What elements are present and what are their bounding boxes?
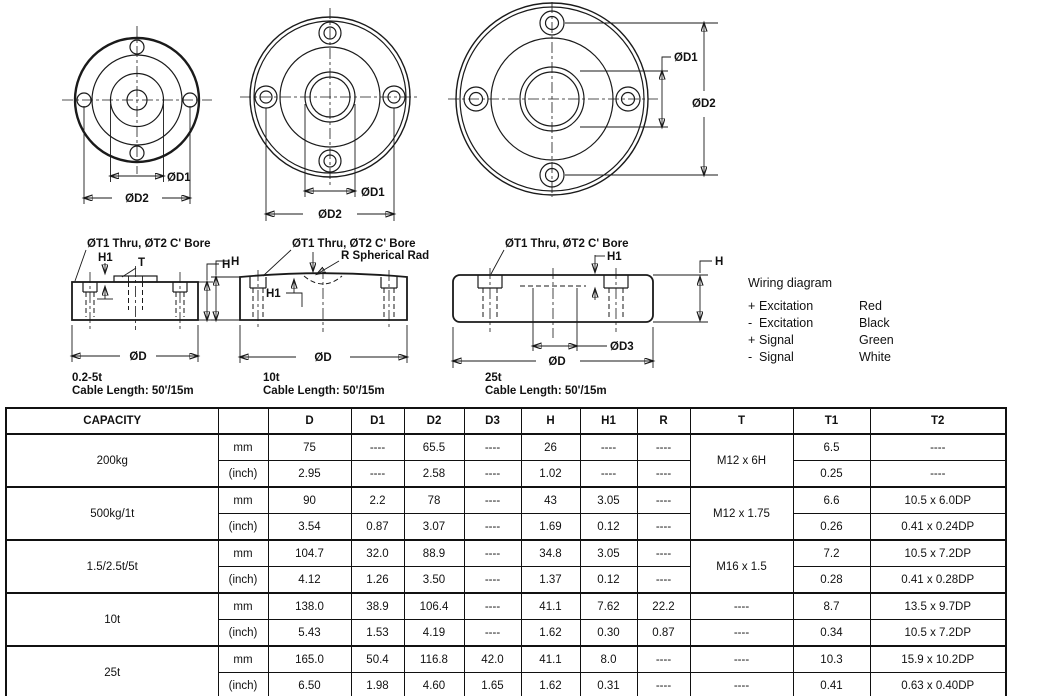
column-header: H: [521, 408, 580, 434]
value-cell: ----: [637, 487, 690, 514]
value-cell: 7.2: [793, 540, 870, 567]
column-header: T2: [870, 408, 1006, 434]
wire-color: Red: [859, 299, 882, 313]
value-cell: 0.12: [580, 567, 637, 594]
value-cell: ----: [690, 673, 793, 696]
value-cell: 1.02: [521, 461, 580, 488]
dim-label-d: ØD: [548, 356, 566, 368]
wire-sign: -: [748, 316, 753, 330]
value-cell: 41.1: [521, 593, 580, 620]
value-cell: ----: [580, 434, 637, 461]
view-caption-cable: Cable Length: 50'/15m: [263, 385, 385, 397]
spherical-note: R Spherical Rad: [341, 250, 430, 262]
unit-cell: (inch): [218, 514, 268, 541]
value-cell: 2.2: [351, 487, 404, 514]
value-cell: 7.62: [580, 593, 637, 620]
value-cell: ----: [637, 540, 690, 567]
view-caption-name: 25t: [485, 372, 502, 384]
capacity-cell: 1.5/2.5t/5t: [6, 540, 218, 593]
column-header: D2: [404, 408, 464, 434]
value-cell: 0.34: [793, 620, 870, 647]
value-cell: 10.5 x 6.0DP: [870, 487, 1006, 514]
wiring-row: [748, 349, 894, 366]
value-cell: ----: [351, 434, 404, 461]
value-cell: ----: [690, 646, 793, 673]
value-cell: M16 x 1.5: [690, 540, 793, 593]
value-cell: 0.41 x 0.24DP: [870, 514, 1006, 541]
dim-label-h1: H1: [607, 251, 622, 263]
dim-label-t: T: [138, 257, 146, 269]
dim-label-h: H: [222, 259, 231, 271]
value-cell: 42.0: [464, 646, 521, 673]
value-cell: 0.63 x 0.40DP: [870, 673, 1006, 696]
view-caption-cable: Cable Length: 50'/15m: [72, 385, 194, 397]
dim-label-d: ØD: [314, 352, 332, 364]
front-view-small: [62, 26, 212, 205]
value-cell: 13.5 x 9.7DP: [870, 593, 1006, 620]
value-cell: ----: [637, 673, 690, 696]
wiring-row: [748, 332, 894, 349]
value-cell: ----: [870, 434, 1006, 461]
wire-color: White: [859, 350, 891, 364]
table-row: [6, 646, 1006, 673]
wiring-row: [748, 315, 894, 332]
view-caption-cable: Cable Length: 50'/15m: [485, 385, 607, 397]
front-view-large: [448, 2, 718, 197]
value-cell: 165.0: [268, 646, 351, 673]
value-cell: 1.53: [351, 620, 404, 647]
value-cell: ----: [870, 461, 1006, 488]
value-cell: 50.4: [351, 646, 404, 673]
dim-label-h1: H1: [266, 288, 281, 300]
dim-label-h: H: [231, 256, 240, 268]
value-cell: 2.58: [404, 461, 464, 488]
dim-label-d2: ØD2: [125, 193, 149, 205]
value-cell: 1.65: [464, 673, 521, 696]
table-header-row: [6, 408, 1006, 434]
value-cell: 38.9: [351, 593, 404, 620]
column-header: [218, 408, 268, 434]
value-cell: M12 x 1.75: [690, 487, 793, 540]
unit-cell: (inch): [218, 620, 268, 647]
value-cell: 0.31: [580, 673, 637, 696]
wiring-title: Wiring diagram: [748, 276, 833, 290]
wire-color: Green: [859, 333, 894, 347]
value-cell: ----: [464, 487, 521, 514]
value-cell: 34.8: [521, 540, 580, 567]
value-cell: ----: [464, 434, 521, 461]
value-cell: 106.4: [404, 593, 464, 620]
bore-note: ØT1 Thru, ØT2 C' Bore: [505, 238, 629, 250]
value-cell: 4.60: [404, 673, 464, 696]
value-cell: 138.0: [268, 593, 351, 620]
table-row: [6, 593, 1006, 620]
value-cell: ----: [637, 461, 690, 488]
value-cell: 88.9: [404, 540, 464, 567]
value-cell: 78: [404, 487, 464, 514]
dim-label-d: ØD: [129, 351, 147, 363]
value-cell: 104.7: [268, 540, 351, 567]
column-header: R: [637, 408, 690, 434]
value-cell: 32.0: [351, 540, 404, 567]
value-cell: 0.28: [793, 567, 870, 594]
value-cell: 0.30: [580, 620, 637, 647]
side-view-10t: [211, 238, 429, 397]
view-caption-name: 10t: [263, 372, 280, 384]
wire-sign: -: [748, 350, 753, 364]
wire-color: Black: [859, 316, 890, 330]
value-cell: 22.2: [637, 593, 690, 620]
value-cell: 6.50: [268, 673, 351, 696]
value-cell: 0.87: [637, 620, 690, 647]
column-header: T1: [793, 408, 870, 434]
value-cell: 3.50: [404, 567, 464, 594]
wire-label: Signal: [759, 333, 794, 347]
dim-label-d1: ØD1: [674, 52, 698, 64]
value-cell: ----: [637, 514, 690, 541]
value-cell: ----: [637, 434, 690, 461]
value-cell: 6.6: [793, 487, 870, 514]
capacity-cell: 25t: [6, 646, 218, 696]
wire-label: Excitation: [759, 299, 814, 313]
value-cell: 0.25: [793, 461, 870, 488]
value-cell: ----: [580, 461, 637, 488]
value-cell: 90: [268, 487, 351, 514]
wire-sign: +: [748, 333, 756, 347]
unit-cell: mm: [218, 487, 268, 514]
side-view-small: [72, 238, 230, 397]
body-outline: [72, 282, 198, 320]
value-cell: ----: [637, 567, 690, 594]
table-row: [6, 487, 1006, 514]
value-cell: ----: [464, 461, 521, 488]
capacity-cell: 500kg/1t: [6, 487, 218, 540]
table-row: [6, 434, 1006, 461]
value-cell: 0.12: [580, 514, 637, 541]
dim-label-d1: ØD1: [167, 172, 191, 184]
value-cell: 75: [268, 434, 351, 461]
value-cell: 3.07: [404, 514, 464, 541]
value-cell: 43: [521, 487, 580, 514]
value-cell: ----: [690, 620, 793, 647]
value-cell: 0.87: [351, 514, 404, 541]
wiring-diagram: [748, 276, 894, 366]
value-cell: 10.5 x 7.2DP: [870, 620, 1006, 647]
value-cell: 1.69: [521, 514, 580, 541]
value-cell: ----: [464, 567, 521, 594]
value-cell: 10.3: [793, 646, 870, 673]
value-cell: 15.9 x 10.2DP: [870, 646, 1006, 673]
value-cell: 116.8: [404, 646, 464, 673]
table-row: [6, 540, 1006, 567]
value-cell: 41.1: [521, 646, 580, 673]
value-cell: 2.95: [268, 461, 351, 488]
value-cell: 65.5: [404, 434, 464, 461]
value-cell: 3.05: [580, 487, 637, 514]
dim-label-h1: H1: [98, 252, 113, 264]
value-cell: 1.62: [521, 673, 580, 696]
wire-sign: +: [748, 299, 756, 313]
value-cell: 10.5 x 7.2DP: [870, 540, 1006, 567]
front-view-medium: [240, 8, 420, 221]
dim-label-d2: ØD2: [318, 209, 342, 221]
view-caption-name: 0.2-5t: [72, 372, 103, 384]
capacity-cell: 10t: [6, 593, 218, 646]
spec-table-body: [6, 434, 1006, 696]
value-cell: 0.41 x 0.28DP: [870, 567, 1006, 594]
value-cell: 3.54: [268, 514, 351, 541]
column-header: D1: [351, 408, 404, 434]
dim-label-d3: ØD3: [610, 341, 634, 353]
value-cell: 1.37: [521, 567, 580, 594]
value-cell: 8.0: [580, 646, 637, 673]
column-header: CAPACITY: [6, 408, 218, 434]
value-cell: 6.5: [793, 434, 870, 461]
value-cell: ----: [351, 461, 404, 488]
dim-label-d2: ØD2: [692, 98, 716, 110]
bore-note: ØT1 Thru, ØT2 C' Bore: [292, 238, 416, 250]
value-cell: ----: [637, 646, 690, 673]
dimensions-table: [5, 407, 1007, 696]
value-cell: ----: [464, 620, 521, 647]
value-cell: 26: [521, 434, 580, 461]
value-cell: 3.05: [580, 540, 637, 567]
column-header: T: [690, 408, 793, 434]
unit-cell: (inch): [218, 567, 268, 594]
unit-cell: (inch): [218, 673, 268, 696]
value-cell: 4.19: [404, 620, 464, 647]
value-cell: 0.26: [793, 514, 870, 541]
wire-label: Signal: [759, 350, 794, 364]
unit-cell: (inch): [218, 461, 268, 488]
value-cell: ----: [464, 540, 521, 567]
capacity-cell: 200kg: [6, 434, 218, 487]
value-cell: 0.41: [793, 673, 870, 696]
dim-label-d1: ØD1: [361, 187, 385, 199]
bore-note: ØT1 Thru, ØT2 C' Bore: [87, 238, 211, 250]
unit-cell: mm: [218, 540, 268, 567]
value-cell: M12 x 6H: [690, 434, 793, 487]
column-header: H1: [580, 408, 637, 434]
wiring-row: [748, 298, 894, 315]
value-cell: 5.43: [268, 620, 351, 647]
side-view-25t: [453, 238, 723, 397]
value-cell: 8.7: [793, 593, 870, 620]
unit-cell: mm: [218, 434, 268, 461]
column-header: D3: [464, 408, 521, 434]
value-cell: ----: [464, 593, 521, 620]
value-cell: 1.98: [351, 673, 404, 696]
column-header: D: [268, 408, 351, 434]
unit-cell: mm: [218, 593, 268, 620]
value-cell: 1.26: [351, 567, 404, 594]
value-cell: ----: [464, 514, 521, 541]
value-cell: 4.12: [268, 567, 351, 594]
wire-label: Excitation: [759, 316, 814, 330]
value-cell: ----: [690, 593, 793, 620]
dim-label-h: H: [715, 256, 724, 268]
unit-cell: mm: [218, 646, 268, 673]
value-cell: 1.62: [521, 620, 580, 647]
